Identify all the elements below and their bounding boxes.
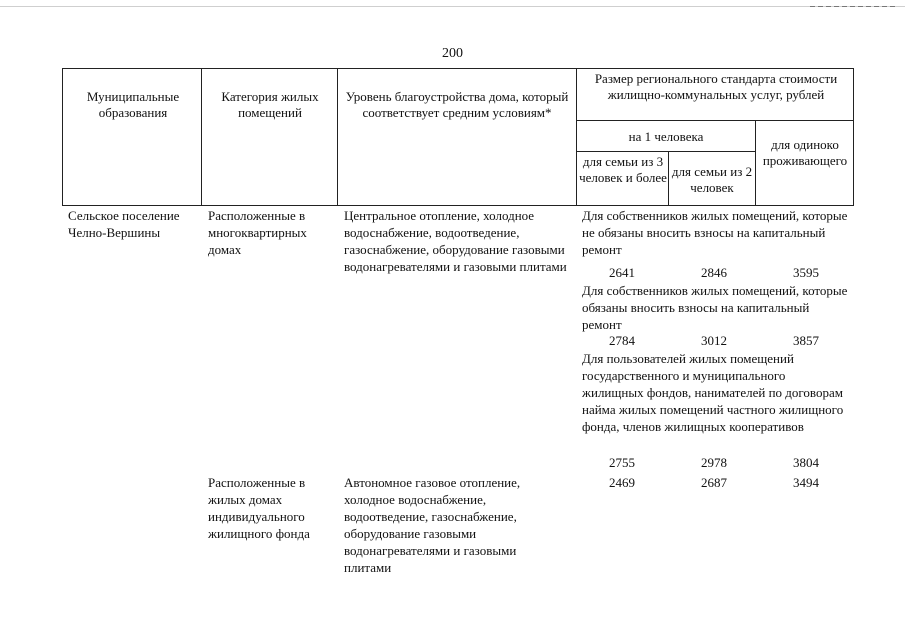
level-autonomous-heating: Автономное газовое отопление, холодное водоснабжение, водоотведение, газоснабжение, оборудование газовыми водонагревателями и газовыми плитами [344,475,521,575]
category-apartment-buildings: Расположенные в многоквартирных домах [208,208,307,257]
column-header-per-person: на 1 человека [628,129,704,144]
group-tenants: Для пользователей жилых помещений государственного и муниципального жилищных фондов, нанимателей по договорам найма жилых помещений частного жилищного фонда, членов жилищных кооперативов [582,351,844,434]
level-central-heating: Центральное отопление, холодное водоснабжение, водоотведение, газоснабжение, оборудование газовыми водонагревателями и газовыми плитами [344,208,567,274]
header-divider [576,151,755,152]
column-header-single: для одиноко проживающего [762,137,848,168]
column-header-category: Категория жилых помещений [221,89,319,120]
scan-artifact-line [810,6,895,7]
value-cell: 2846 [701,265,727,280]
group-owners-no-repair: Для собственников жилых помещений, которые не обязаны вносить взносы на капитальный ремонт [582,208,848,257]
page-top-border [0,6,905,7]
table-header [62,68,854,206]
value-cell: 3857 [793,333,819,348]
header-divider [755,120,756,205]
header-divider [576,69,577,205]
column-header-standard: Размер регионального стандарта стоимости жилищно-коммунальных услуг, рублей [594,71,838,102]
value-cell: 2978 [701,455,727,470]
municipality-name: Сельское поселение Челно-Вершины [68,208,180,240]
value-cell: 2755 [609,455,635,470]
header-divider [576,120,854,121]
column-header-family3: для семьи из 3 человек и более [579,154,667,185]
column-header-level: Уровень благоустройства дома, который соответствует средним условиям* [345,89,569,120]
value-cell: 3012 [701,333,727,348]
value-cell: 2641 [609,265,635,280]
header-divider [201,69,202,205]
value-cell: 2784 [609,333,635,348]
page-number: 200 [442,46,463,61]
group-owners-with-repair: Для собственников жилых помещений, которые обязаны вносить взносы на капитальный ремонт [582,283,848,332]
value-cell: 3595 [793,265,819,280]
header-divider [337,69,338,205]
column-header-family2: для семьи из 2 человек [671,164,753,195]
value-cell: 3804 [793,455,819,470]
value-cell: 2469 [609,475,635,490]
value-cell: 2687 [701,475,727,490]
category-individual-houses: Расположенные в жилых домах индивидуального жилищного фонда [208,475,310,541]
column-header-municipality: Муниципальные образования [86,89,180,120]
value-cell: 3494 [793,475,819,490]
header-divider [668,151,669,205]
